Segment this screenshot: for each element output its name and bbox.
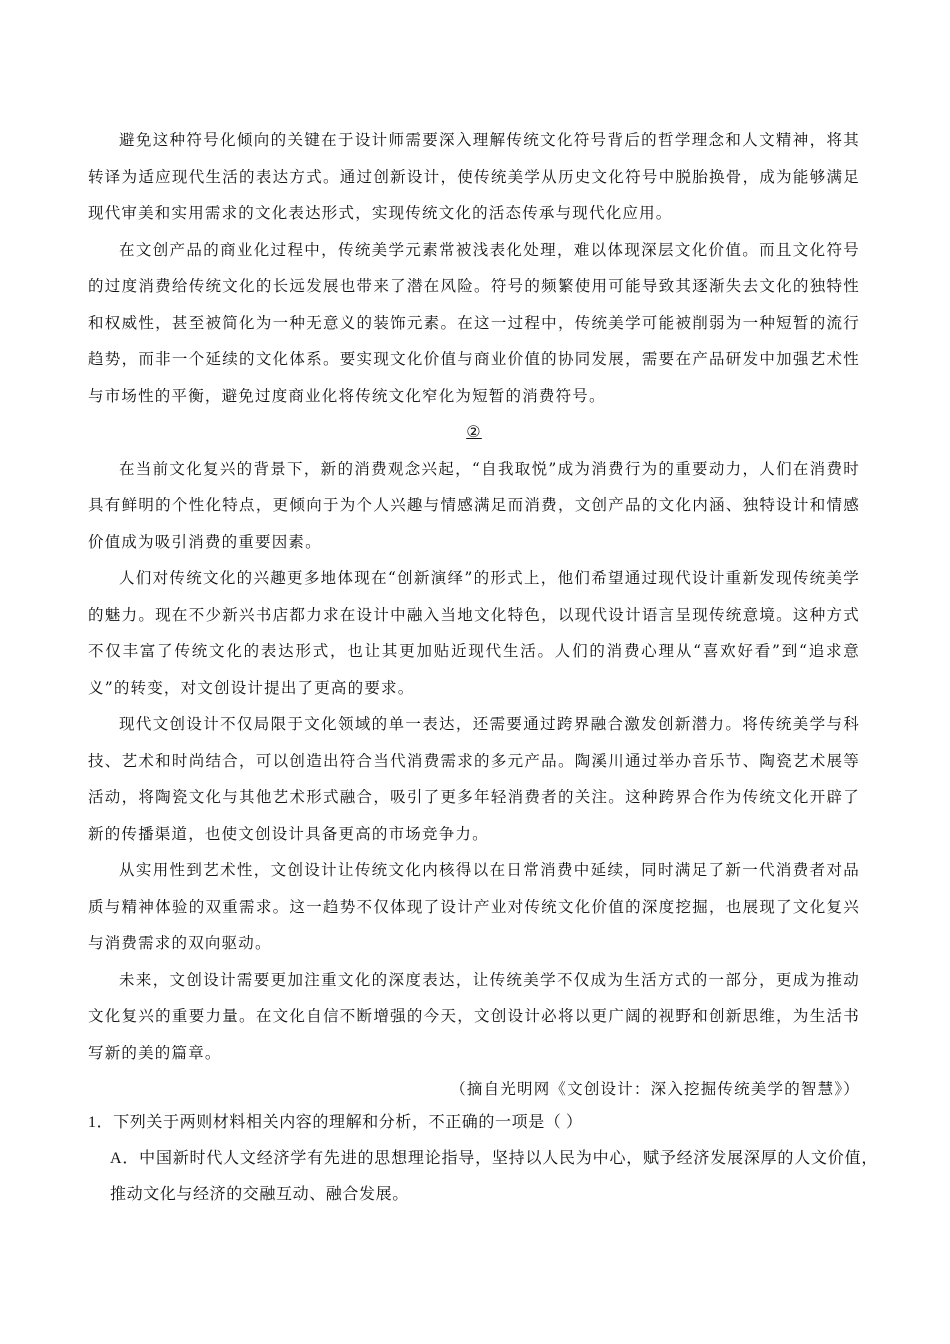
passage-paragraph: 人们对传统文化的兴趣更多地体现在“创新演绎”的形式上，他们希望通过现代设计重新发现传统美学的魅力。现在不少新兴书店都力求在设计中融入当地文化特色，以现代设计语言呈现传统意境。这种方式不仅丰富了传统文化的表达形式，也让其更加贴近现代生活。人们的消费心理从“喜欢好看”到“追求意义”的转变，对文创设计提出了更高的要求。 [88,569,860,697]
section-number: ② [466,422,482,441]
passage-paragraph: 避免这种符号化倾向的关键在于设计师需要深入理解传统文化符号背后的哲学理念和人文精神，将其转译为适应现代生活的表达方式。通过创新设计，使传统美学从历史文化符号中脱胎换骨，成为能够满足现代审美和实用需求的文化表达形式，实现传统文化的活态传承与现代化应用。 [88,131,860,222]
passage-paragraph: 在当前文化复兴的背景下，新的消费观念兴起，“自我取悦”成为消费行为的重要动力，人们在消费时具有鲜明的个性化特点，更倾向于为个人兴趣与情感满足而消费，文创产品的文化内涵、独特设计和情感价值成为吸引消费的重要因素。 [88,459,860,551]
source-citation: （摘自光明网《文创设计：深入挖掘传统美学的智慧》） [450,1080,860,1098]
question-1 [88,1105,878,1213]
option-a: A．中国新时代人文经济学有先进的思想理论指导，坚持以人民为中心，赋予经济发展深厚的人文价值，推动文化与经济的交融互动、融合发展。 [110,1150,878,1203]
passage-paragraph: 未来，文创设计需要更加注重文化的深度表达，让传统美学不仅成为生活方式的一部分，更成为推动文化复兴的重要力量。在文化自信不断增强的今天，文创设计必将以更广阔的视野和创新思维，为生活书写新的美的篇章。 [88,970,860,1062]
passage-paragraph: 从实用性到艺术性，文创设计让传统文化内核得以在日常消费中延续，同时满足了新一代消费者对品质与精神体验的双重需求。这一趋势不仅体现了设计产业对传统文化价值的深度挖掘，也展现了文化复兴与消费需求的双向驱动。 [88,861,860,952]
passage-paragraph: 在文创产品的商业化过程中，传统美学元素常被浅表化处理，难以体现深层文化价值。而且文化符号的过度消费给传统文化的长远发展也带来了潜在风险。符号的频繁使用可能导致其逐渐失去文化的独特性和权威性，甚至被简化为一种无意义的装饰元素。在这一过程中，传统美学可能被削弱为一种短暂的流行趋势，而非一个延续的文化体系。要实现文化价值与商业价值的协同发展，需要在产品研发中加强艺术性与市场性的平衡，避免过度商业化将传统文化窄化为短暂的消费符号。 [88,240,860,405]
passage-body [88,122,860,1108]
passage-paragraph: 现代文创设计不仅局限于文化领域的单一表达，还需要通过跨界融合激发创新潜力。将传统美学与科技、艺术和时尚结合，可以创造出符合当代消费需求的多元产品。陶溪川通过举办音乐节、陶瓷艺术展等活动，将陶瓷文化与其他艺术形式融合，吸引了更多年轻消费者的关注。这种跨界合作为传统文化开辟了新的传播渠道，也使文创设计具备更高的市场竞争力。 [88,715,860,843]
question-stem: 1．下列关于两则材料相关内容的理解和分析，不正确的一项是（ ） [88,1114,583,1131]
